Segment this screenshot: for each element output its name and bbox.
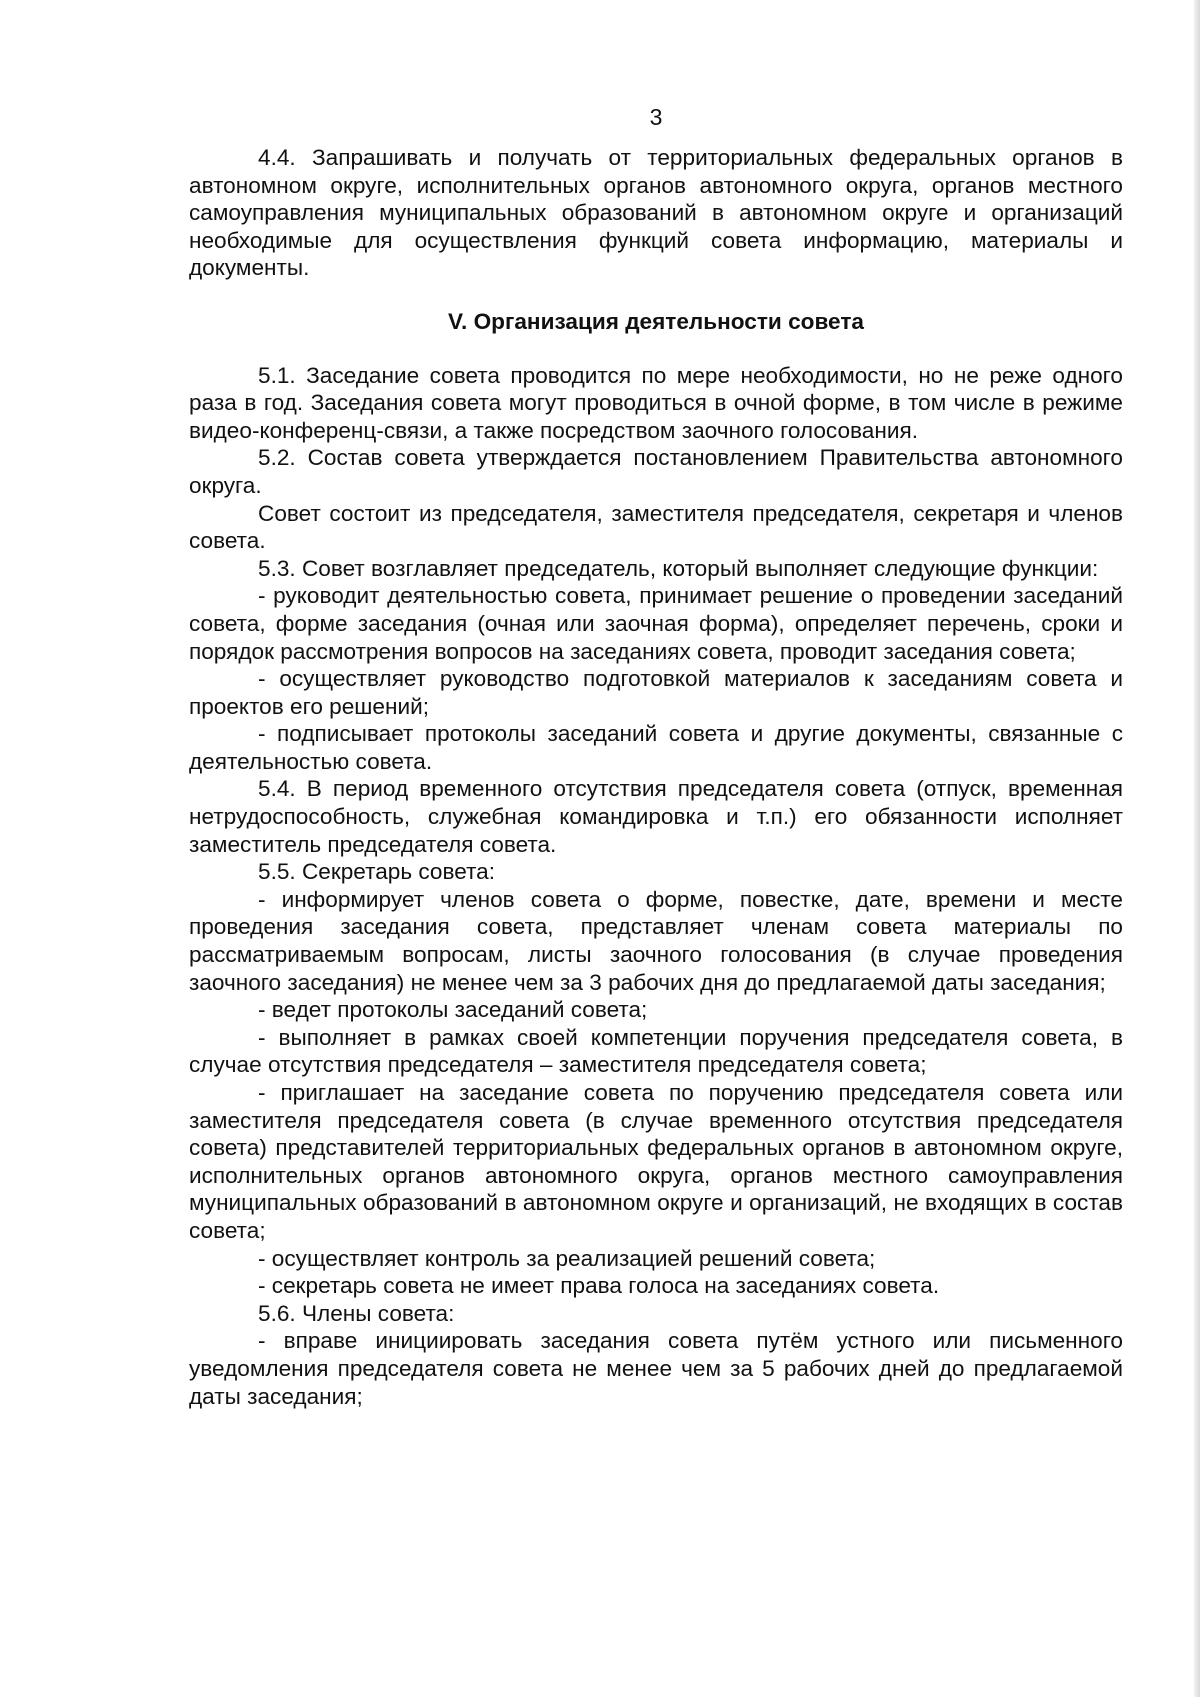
list-item-members-initiate: - вправе инициировать заседания совета путём устного или письменного уведомления председателя совета не менее чем за 5 рабочих дней до предлагаемой даты заседания; [189,1328,1123,1409]
paragraph-5-3: 5.3. Совет возглавляет председатель, который выполняет следующие функции: [258,555,1099,581]
list-item-chairman-prepares: - осуществляет руководство подготовкой материалов к заседаниям совета и проектов его решений; [189,666,1123,719]
section-heading: V. Организация деятельности совета [448,308,864,334]
paragraph-5-2: 5.2. Состав совета утверждается постановлением Правительства автономного округа. [189,445,1123,498]
paragraph-4-4: 4.4. Запрашивать и получать от территориальных федеральных органов в автономном округе, исполнительных органов автономного округа, органов местного самоуправления муниципальных образований в автономном округе и организаций необходимые для осуществления функций совета информацию, материалы и документы. [189,145,1123,281]
list-item-chairman-signs: - подписывает протоколы заседаний совета и другие документы, связанные с деятельностью совета. [189,721,1123,774]
page-edge-shadow [1194,0,1200,1697]
list-item-chairman-leads: - руководит деятельностью совета, принимает решение о проведении заседаний совета, форме заседания (очная или заочная форма), определяет перечень, сроки и порядок рассмотрения вопросов на заседаниях совета, проводит заседания совета; [189,583,1123,664]
paragraph-5-1: 5.1. Заседание совета проводится по мере необходимости, но не реже одного раза в год. Заседания совета могут проводиться в очной форме, в том числе в режиме видео-конференц-связи, а также посредством заочного голосования. [189,362,1123,443]
list-item-secretary-invites: - приглашает на заседание совета по поручению председателя совета или заместителя председателя совета (в случае временного отсутствия председателя совета) представителей территориальных федеральных органов в автономном округе, исполнительных органов автономного округа, органов местного самоуправления муниципальных образований в автономном округе и организаций, не входящих в состав совета; [189,1080,1123,1243]
list-item-secretary-informs: - информирует членов совета о форме, повестке, дате, времени и месте проведения заседания совета, представляет членам совета материалы по рассматриваемым вопросам, листы заочного голосования (в случае проведения заочного заседания) не менее чем за 3 рабочих дня до предлагаемой даты заседания; [189,886,1123,995]
paragraph-5-5: 5.5. Секретарь совета: [258,859,496,885]
page-number: 3 [649,104,663,130]
list-item-secretary-no-vote: - секретарь совета не имеет права голоса на заседаниях совета. [258,1273,940,1299]
list-item-secretary-controls: - осуществляет контроль за реализацией решений совета; [258,1245,876,1271]
paragraph-5-4: 5.4. В период временного отсутствия председателя совета (отпуск, временная нетрудоспособность, служебная командировка и т.п.) его обязанности исполняет заместитель председателя совета. [189,776,1123,857]
document-body [189,144,1123,1410]
list-item-secretary-executes: - выполняет в рамках своей компетенции поручения председателя совета, в случае отсутствия председателя – заместителя председателя совета; [189,1024,1123,1078]
paragraph-5-6: 5.6. Члены совета: [258,1300,455,1326]
list-item-secretary-minutes: - ведет протоколы заседаний совета; [258,997,648,1023]
paragraph-council-composition: Совет состоит из председателя, заместителя председателя, секретаря и членов совета. [189,500,1123,554]
